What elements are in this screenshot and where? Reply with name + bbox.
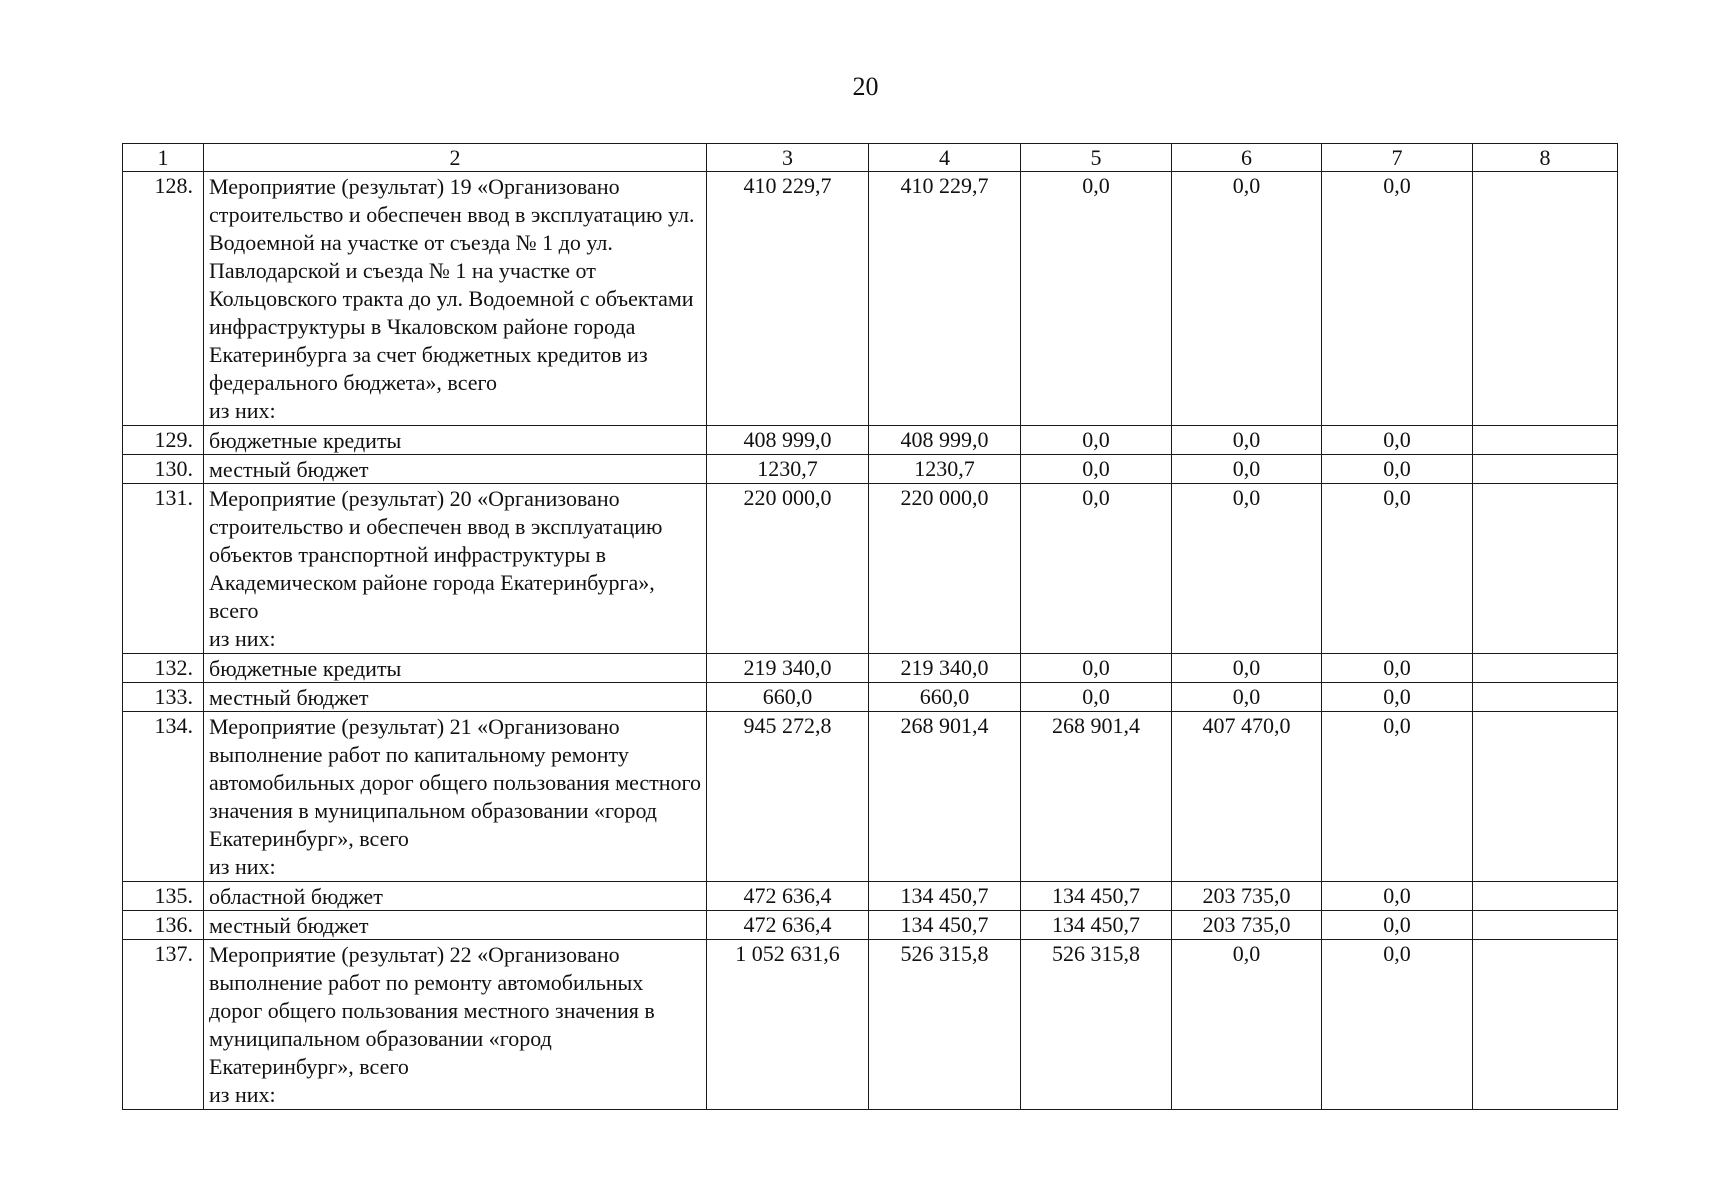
value-col-8 xyxy=(1473,940,1618,1110)
row-description: бюджетные кредиты xyxy=(204,426,707,455)
table-row xyxy=(123,911,1618,940)
table-row xyxy=(123,654,1618,683)
table-row xyxy=(123,683,1618,712)
column-header: 6 xyxy=(1172,144,1322,172)
value-col-5: 0,0 xyxy=(1021,172,1172,426)
value-col-5: 0,0 xyxy=(1021,683,1172,712)
column-header: 4 xyxy=(869,144,1021,172)
row-number: 134. xyxy=(123,712,204,882)
value-col-3: 410 229,7 xyxy=(707,172,869,426)
value-col-7: 0,0 xyxy=(1322,911,1473,940)
value-col-8 xyxy=(1473,683,1618,712)
value-col-5: 0,0 xyxy=(1021,455,1172,484)
value-col-4: 219 340,0 xyxy=(869,654,1021,683)
column-header: 7 xyxy=(1322,144,1473,172)
value-col-5: 0,0 xyxy=(1021,654,1172,683)
value-col-8 xyxy=(1473,882,1618,911)
row-number: 129. xyxy=(123,426,204,455)
value-col-4: 410 229,7 xyxy=(869,172,1021,426)
value-col-5: 134 450,7 xyxy=(1021,882,1172,911)
row-description: местный бюджет xyxy=(204,911,707,940)
value-col-8 xyxy=(1473,426,1618,455)
value-col-3: 945 272,8 xyxy=(707,712,869,882)
value-col-6: 0,0 xyxy=(1172,172,1322,426)
value-col-6: 407 470,0 xyxy=(1172,712,1322,882)
row-number: 137. xyxy=(123,940,204,1110)
table-row xyxy=(123,172,1618,426)
value-col-3: 660,0 xyxy=(707,683,869,712)
value-col-4: 134 450,7 xyxy=(869,882,1021,911)
value-col-6: 0,0 xyxy=(1172,484,1322,654)
row-description: бюджетные кредиты xyxy=(204,654,707,683)
value-col-8 xyxy=(1473,484,1618,654)
value-col-3: 219 340,0 xyxy=(707,654,869,683)
value-col-7: 0,0 xyxy=(1322,484,1473,654)
row-description: Мероприятие (результат) 20 «Организовано строительство и обеспечен ввод в эксплуатацию объектов транспортной инфраструктуры в Академическом районе города Екатеринбурга», всего из них: xyxy=(204,484,707,654)
table-row xyxy=(123,882,1618,911)
table-row xyxy=(123,712,1618,882)
column-header: 5 xyxy=(1021,144,1172,172)
row-description: областной бюджет xyxy=(204,882,707,911)
value-col-4: 408 999,0 xyxy=(869,426,1021,455)
row-number: 128. xyxy=(123,172,204,426)
value-col-8 xyxy=(1473,911,1618,940)
value-col-8 xyxy=(1473,712,1618,882)
value-col-6: 203 735,0 xyxy=(1172,882,1322,911)
value-col-7: 0,0 xyxy=(1322,654,1473,683)
column-header: 3 xyxy=(707,144,869,172)
row-number: 131. xyxy=(123,484,204,654)
value-col-7: 0,0 xyxy=(1322,882,1473,911)
value-col-3: 220 000,0 xyxy=(707,484,869,654)
value-col-6: 0,0 xyxy=(1172,683,1322,712)
value-col-7: 0,0 xyxy=(1322,712,1473,882)
table-row xyxy=(123,484,1618,654)
value-col-3: 472 636,4 xyxy=(707,911,869,940)
value-col-3: 1230,7 xyxy=(707,455,869,484)
row-number: 132. xyxy=(123,654,204,683)
value-col-5: 268 901,4 xyxy=(1021,712,1172,882)
value-col-8 xyxy=(1473,455,1618,484)
value-col-7: 0,0 xyxy=(1322,455,1473,484)
header-row xyxy=(123,144,1618,172)
row-number: 133. xyxy=(123,683,204,712)
row-description: Мероприятие (результат) 21 «Организовано выполнение работ по капитальному ремонту автомобильных дорог общего пользования местного значения в муниципальном образовании «город Екатеринбург», всего из них: xyxy=(204,712,707,882)
value-col-4: 1230,7 xyxy=(869,455,1021,484)
table-row xyxy=(123,940,1618,1110)
budget-table xyxy=(122,143,1618,1110)
column-header: 2 xyxy=(204,144,707,172)
value-col-3: 408 999,0 xyxy=(707,426,869,455)
value-col-3: 1 052 631,6 xyxy=(707,940,869,1110)
value-col-4: 268 901,4 xyxy=(869,712,1021,882)
value-col-6: 0,0 xyxy=(1172,455,1322,484)
row-description: местный бюджет xyxy=(204,455,707,484)
row-description: местный бюджет xyxy=(204,683,707,712)
value-col-6: 0,0 xyxy=(1172,426,1322,455)
row-number: 135. xyxy=(123,882,204,911)
value-col-5: 0,0 xyxy=(1021,426,1172,455)
value-col-7: 0,0 xyxy=(1322,172,1473,426)
value-col-7: 0,0 xyxy=(1322,426,1473,455)
table-row xyxy=(123,455,1618,484)
row-description: Мероприятие (результат) 19 «Организовано строительство и обеспечен ввод в эксплуатацию ул. Водоемной на участке от съезда № 1 до ул. Павлодарской и съезда № 1 на участке от Кольцовского тракта до ул. Водоемной с объектами инфраструктуры в Чкаловском районе города Екатеринбурга за счет бюджетных кредитов из федерального бюджета», всего из них: xyxy=(204,172,707,426)
table-row xyxy=(123,426,1618,455)
value-col-4: 526 315,8 xyxy=(869,940,1021,1110)
value-col-8 xyxy=(1473,172,1618,426)
column-header: 1 xyxy=(123,144,204,172)
value-col-3: 472 636,4 xyxy=(707,882,869,911)
row-description: Мероприятие (результат) 22 «Организовано выполнение работ по ремонту автомобильных дорог общего пользования местного значения в муниципальном образовании «город Екатеринбург», всего из них: xyxy=(204,940,707,1110)
value-col-6: 203 735,0 xyxy=(1172,911,1322,940)
value-col-4: 134 450,7 xyxy=(869,911,1021,940)
value-col-4: 220 000,0 xyxy=(869,484,1021,654)
column-header: 8 xyxy=(1473,144,1618,172)
page-number: 20 xyxy=(852,72,879,101)
value-col-4: 660,0 xyxy=(869,683,1021,712)
value-col-5: 0,0 xyxy=(1021,484,1172,654)
value-col-6: 0,0 xyxy=(1172,940,1322,1110)
value-col-7: 0,0 xyxy=(1322,940,1473,1110)
value-col-5: 134 450,7 xyxy=(1021,911,1172,940)
row-number: 130. xyxy=(123,455,204,484)
value-col-5: 526 315,8 xyxy=(1021,940,1172,1110)
value-col-6: 0,0 xyxy=(1172,654,1322,683)
row-number: 136. xyxy=(123,911,204,940)
value-col-7: 0,0 xyxy=(1322,683,1473,712)
value-col-8 xyxy=(1473,654,1618,683)
